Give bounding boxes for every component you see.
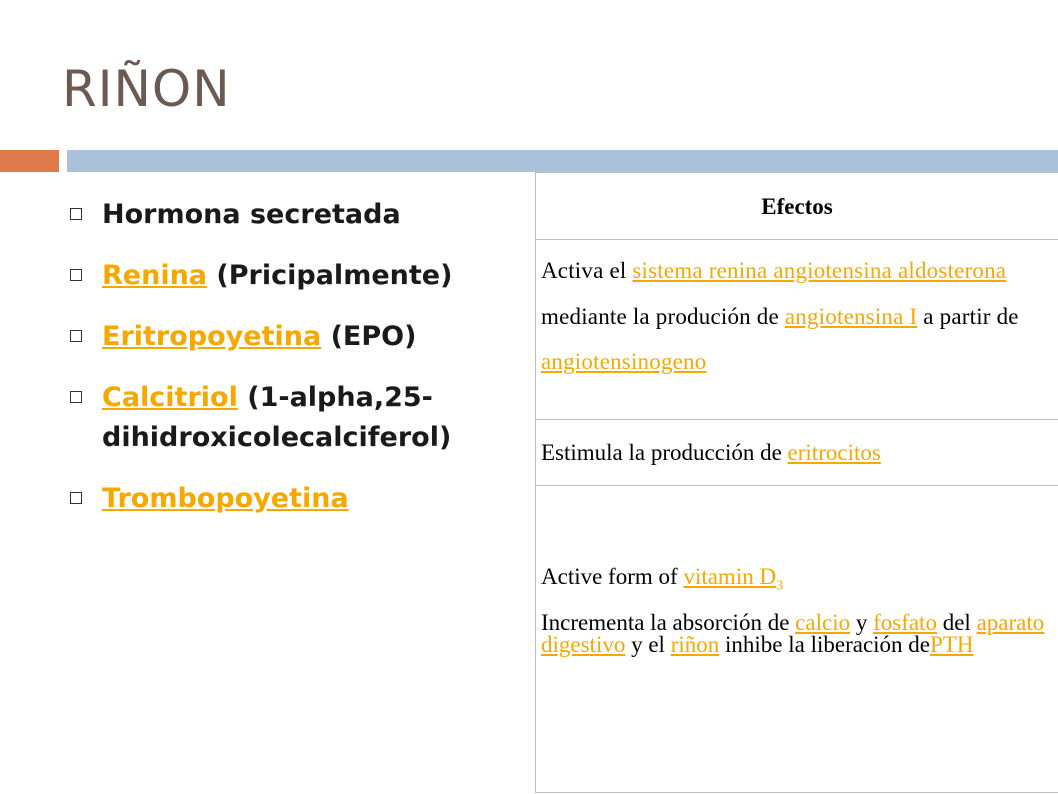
cell-text: Incrementa la absorción de — [541, 610, 796, 635]
vitamin-d-label: vitamin D — [683, 564, 777, 589]
cell-text: y — [850, 610, 874, 635]
table-row — [536, 240, 1058, 420]
bullet-text: (1-alpha,25-dihidroxicolecalciferol) — [102, 382, 452, 453]
raa-system-link[interactable]: sistema renina angiotensina aldosterona — [632, 258, 1007, 283]
bullet-item-renina — [64, 256, 524, 296]
cell-text: Estimula la producción de — [541, 440, 788, 465]
square-bullet-icon — [70, 330, 82, 342]
aparato-digestivo-link[interactable]: aparato digestivo — [541, 610, 1045, 657]
slide-title: RIÑON — [62, 60, 231, 118]
calcitriol-link[interactable]: Calcitriol — [102, 382, 238, 413]
eritrocitos-link[interactable]: eritrocitos — [787, 440, 881, 465]
bullet-list — [64, 195, 524, 540]
table-cell-raa — [536, 240, 1058, 385]
square-bullet-icon — [70, 269, 82, 281]
angiotensina-link[interactable]: angiotensina I — [784, 303, 918, 329]
vitamin-d-subscript: 3 — [776, 578, 784, 594]
square-bullet-icon — [70, 208, 82, 220]
cell-text: a partir de — [917, 303, 1019, 329]
cell-text: y el — [625, 632, 671, 657]
fosfato-link[interactable]: fosfato — [873, 610, 937, 635]
cell-text: Activa el — [541, 258, 633, 283]
bullet-text: (Pricipalmente) — [207, 260, 453, 291]
bullet-item-eritropoyetina — [64, 317, 524, 357]
table-header: Efectos — [761, 194, 833, 219]
table-cell-absorcion — [541, 612, 1053, 656]
bullet-item-hormona — [64, 195, 524, 235]
bullet-item-trombopoyetina — [64, 479, 524, 519]
table-row — [536, 420, 1058, 486]
angiotensinogeno-link[interactable]: angiotensinogeno — [541, 349, 707, 374]
vitamin-d-link[interactable] — [683, 564, 784, 594]
cell-text: del — [936, 610, 977, 635]
bullet-item-calcitriol — [64, 378, 524, 458]
rinon-link[interactable]: riñon — [670, 632, 720, 657]
trombopoyetina-link[interactable]: Trombopoyetina — [102, 483, 349, 514]
cell-text: inhibe la liberación de — [719, 632, 931, 657]
eritropoyetina-link[interactable]: Eritropoyetina — [102, 321, 322, 352]
bullet-text: Hormona secretada — [102, 199, 401, 230]
cell-text: Active form of — [541, 564, 684, 589]
bullet-text: (EPO) — [321, 321, 417, 352]
accent-bar-blue — [67, 150, 1058, 172]
pth-link[interactable]: PTH — [930, 632, 974, 657]
square-bullet-icon — [70, 391, 82, 403]
table-cell-vitamin — [541, 564, 783, 595]
table-cell-eritrocitos — [536, 420, 1058, 486]
table-row — [536, 486, 1058, 794]
effects-table — [535, 172, 1058, 793]
renina-link[interactable]: Renina — [102, 260, 208, 291]
accent-bar-orange — [0, 150, 59, 172]
calcio-link[interactable]: calcio — [795, 610, 851, 635]
table-header-row — [536, 173, 1058, 240]
square-bullet-icon — [70, 492, 82, 504]
cell-text: mediante la produción de — [541, 303, 785, 329]
